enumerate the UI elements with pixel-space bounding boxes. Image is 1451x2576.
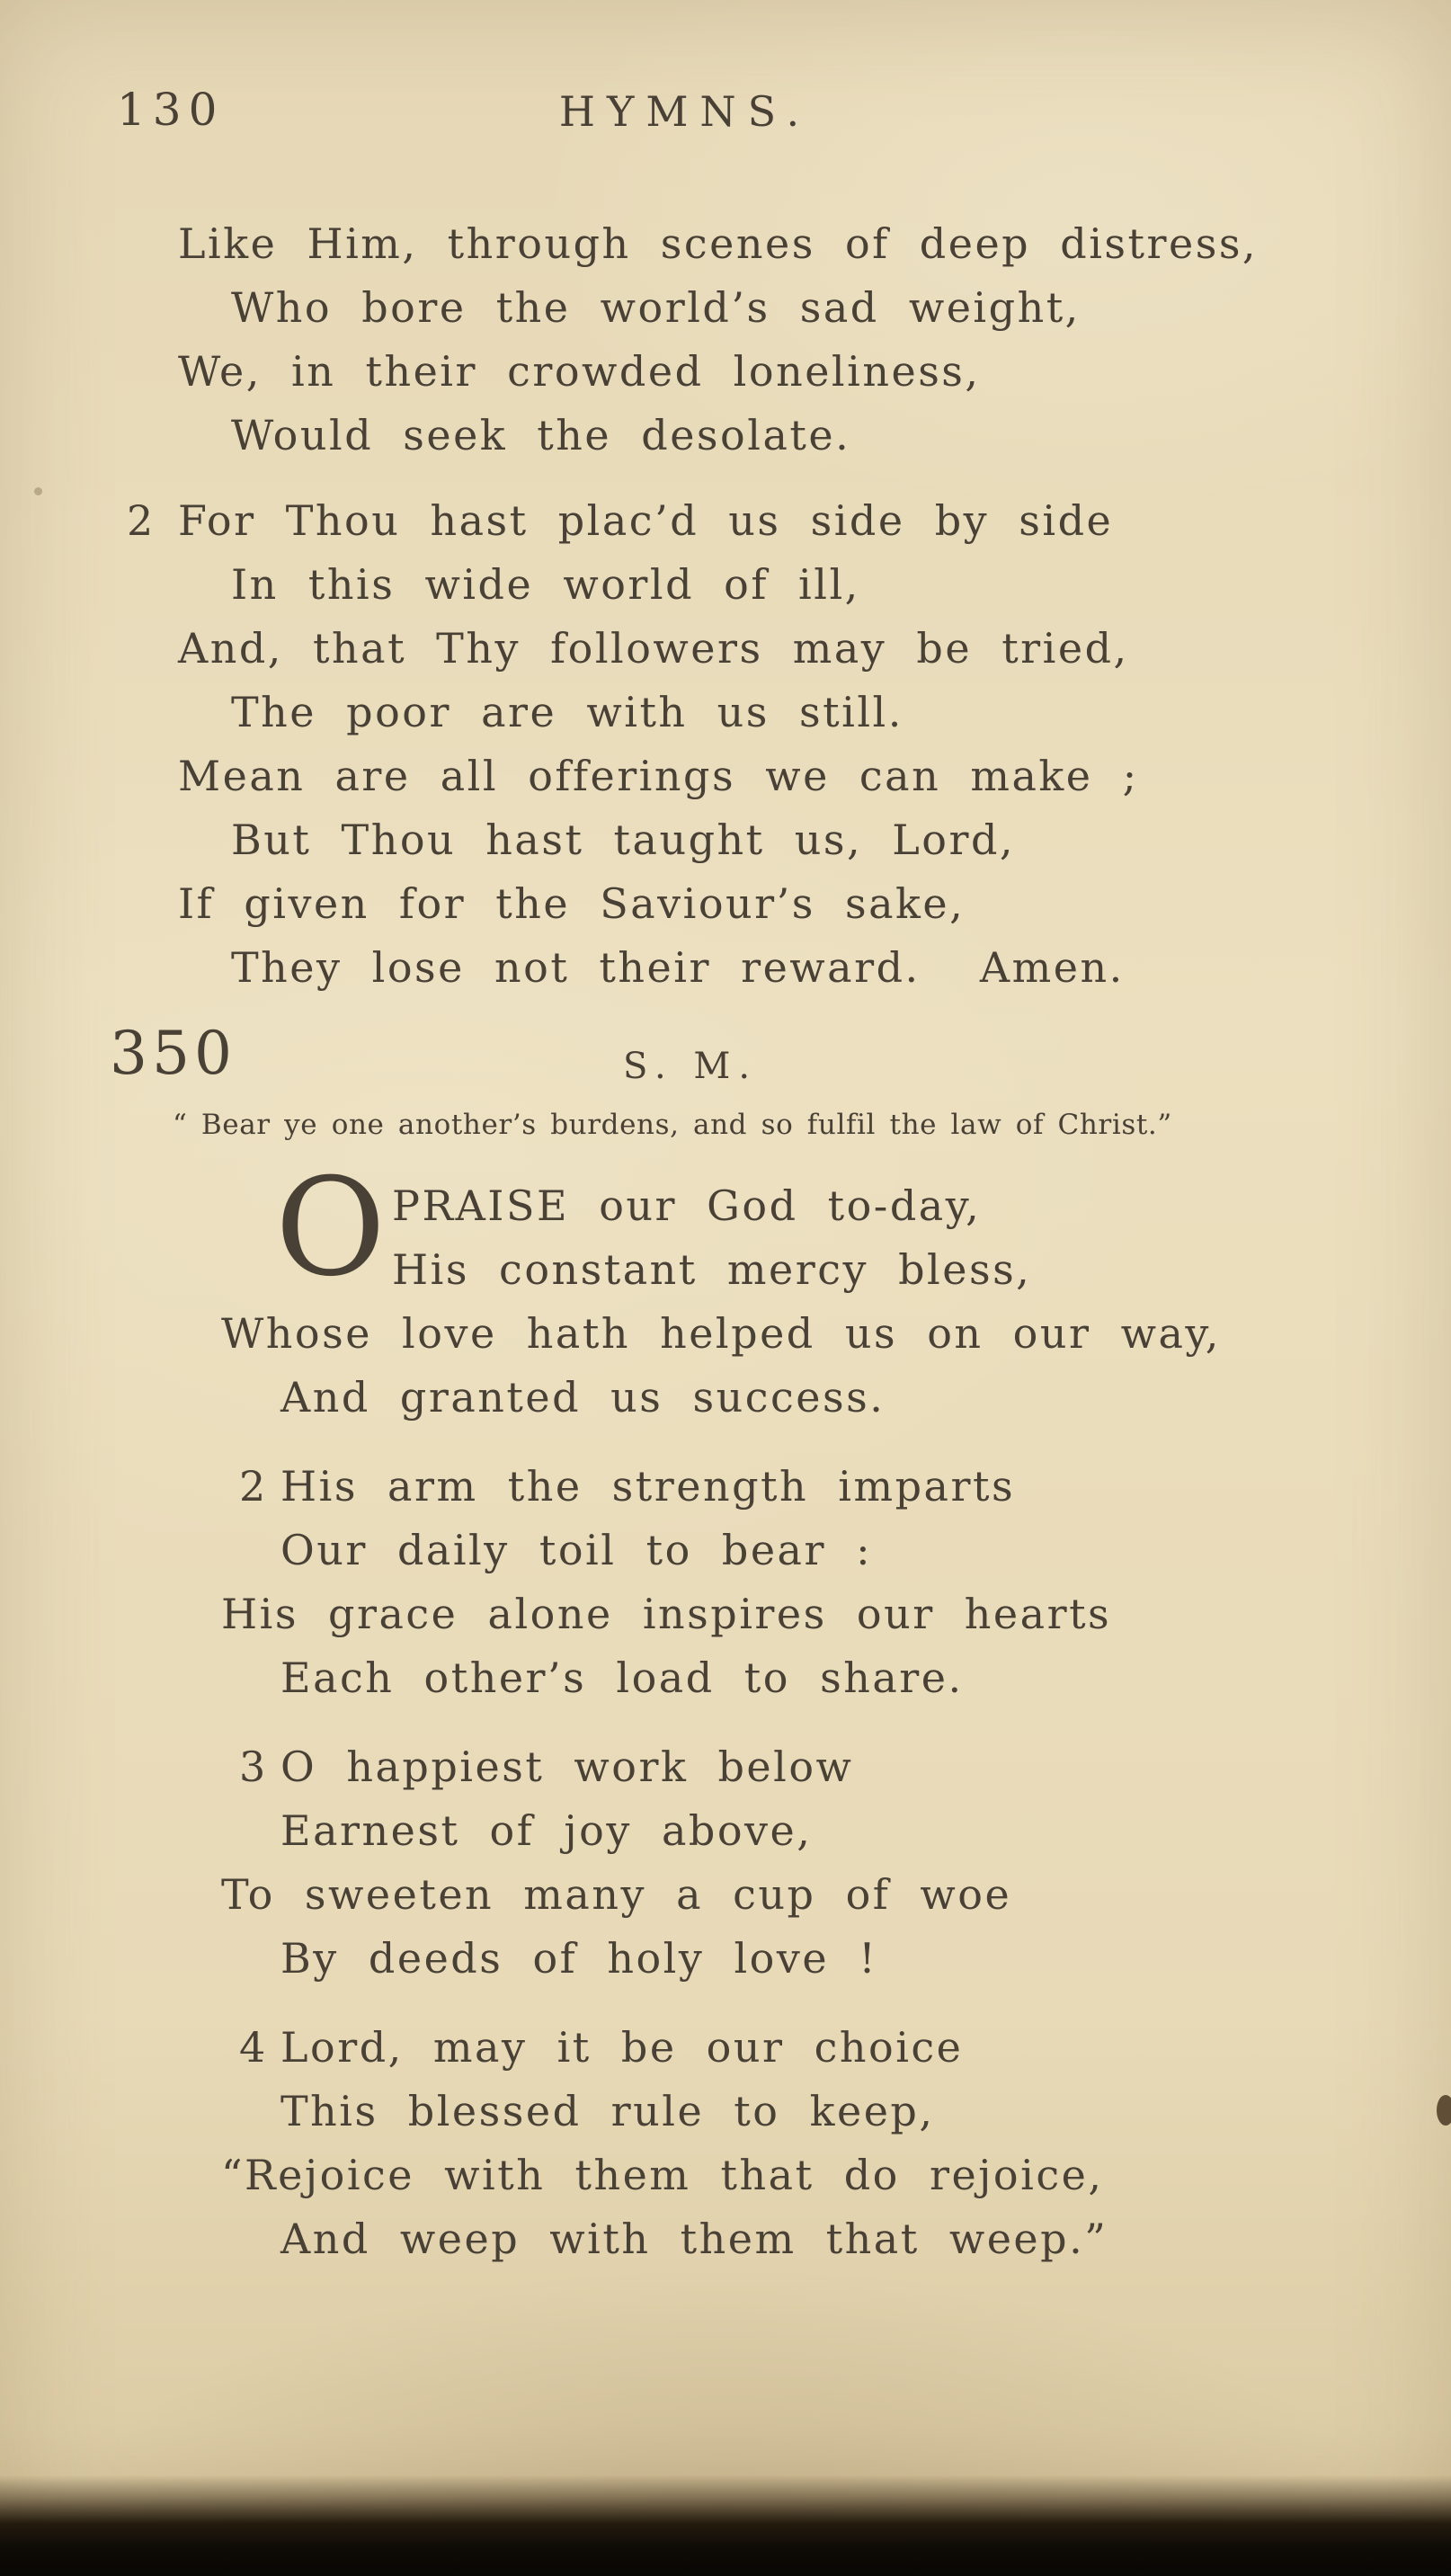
verse-line-text: And weep with them that weep.” xyxy=(280,2215,1108,2263)
verse-line xyxy=(178,212,1451,276)
verse-line-text: O happiest work below xyxy=(280,1743,854,1791)
verse-line xyxy=(231,936,1451,1000)
scan-speck xyxy=(1437,2095,1451,2126)
stanza xyxy=(0,2016,1451,2271)
verse-line-text: Mean are all offerings we can make ; xyxy=(178,752,1139,800)
verse-line-text: His arm the strength imparts xyxy=(280,1462,1016,1511)
verse-line xyxy=(231,553,1451,617)
verse-line xyxy=(231,276,1451,340)
verse-line-text: Earnest of joy above, xyxy=(280,1806,813,1855)
verse-line-text: Our daily toil to bear : xyxy=(280,1526,873,1574)
verse-line xyxy=(280,1799,1451,1863)
verse-line xyxy=(280,1519,1451,1582)
verse-line xyxy=(178,340,1451,404)
verse-line-text: But Thou hast taught us, Lord, xyxy=(231,816,1016,864)
verse-line-text: Lord, may it be our choice xyxy=(280,2023,964,2072)
verse-line xyxy=(280,1366,1451,1430)
running-head-row xyxy=(0,0,1451,212)
stanza xyxy=(0,489,1451,1000)
verse-line-text: We, in their crowded loneliness, xyxy=(178,347,981,396)
verse-line xyxy=(178,872,1451,936)
verse-line-text: They lose not their reward. Amen. xyxy=(231,943,1125,992)
verse-line-text: His grace alone inspires our hearts xyxy=(221,1590,1112,1638)
stanza-number: 4 xyxy=(239,2023,268,2072)
verse-line xyxy=(280,2080,1451,2144)
drop-cap-letter: O xyxy=(275,1150,386,1306)
hymn-350-stanzas xyxy=(0,1150,1451,2271)
verse-line-text: For Thou hast plac’d us side by side xyxy=(178,496,1114,545)
page-number: 130 xyxy=(117,84,225,136)
verse-line-text: Like Him, through scenes of deep distress, xyxy=(178,219,1259,268)
verse-line xyxy=(178,617,1451,681)
verse-line-text: Each other’s load to share. xyxy=(280,1653,964,1702)
hymn-epigraph: “ Bear ye one another’s burdens, and so fulfil the law of Christ.” xyxy=(173,1109,1172,1141)
verse-line xyxy=(280,1927,1451,1991)
verse-line-text: And, that Thy followers may be tried, xyxy=(178,624,1129,673)
verse-line-text: This blessed rule to keep, xyxy=(280,2087,935,2135)
stanza xyxy=(0,1150,1451,1430)
verse-line-text: If given for the Saviour’s sake, xyxy=(178,879,966,928)
verse-line xyxy=(231,404,1451,468)
verse-line xyxy=(392,1174,1451,1238)
verse-line xyxy=(231,808,1451,872)
stanza-number: 2 xyxy=(127,496,156,545)
verse-line xyxy=(239,1455,1451,1519)
stanza-number: 2 xyxy=(239,1462,268,1511)
stanza xyxy=(0,1455,1451,1710)
hymn-meter: S. M. xyxy=(622,1046,759,1087)
verse-line xyxy=(239,2016,1451,2080)
verse-line-text: Who bore the world’s sad weight, xyxy=(231,283,1081,332)
scan-speck xyxy=(34,487,42,495)
verse-line xyxy=(239,1735,1451,1799)
verse-line-text: And granted us success. xyxy=(280,1373,886,1422)
verse-line xyxy=(221,1863,1451,1927)
verse-line xyxy=(221,1302,1451,1366)
verse-line-text: His constant mercy bless, xyxy=(392,1245,1032,1294)
running-head: HYMNS. xyxy=(558,87,812,136)
verse-line-text: Whose love hath helped us on our way, xyxy=(221,1309,1221,1358)
verse-line-text: In this wide world of ill, xyxy=(231,560,860,609)
verse-line-text: To sweeten many a cup of woe xyxy=(221,1870,1012,1919)
verse-line xyxy=(221,2144,1451,2207)
verse-line xyxy=(231,681,1451,744)
verse-line xyxy=(221,1582,1451,1646)
verse-line xyxy=(280,2207,1451,2271)
verse-line xyxy=(178,744,1451,808)
verse-line xyxy=(392,1238,1451,1302)
stanza-number: 3 xyxy=(239,1743,268,1791)
verse-line xyxy=(280,1646,1451,1710)
scan-bottom-edge xyxy=(0,2475,1451,2576)
hymn-continuation xyxy=(0,212,1451,1000)
verse-line-text: The poor are with us still. xyxy=(231,688,904,736)
hymn-heading xyxy=(0,1021,1451,1104)
stanza xyxy=(0,212,1451,468)
verse-line-text: “Rejoice with them that do rejoice, xyxy=(221,2151,1104,2199)
hymn-number: 350 xyxy=(110,1019,236,1088)
verse-line-text: PRAISE our God to-day, xyxy=(392,1181,982,1230)
verse-line-text: Would seek the desolate. xyxy=(231,411,851,459)
verse-line xyxy=(127,489,1451,553)
stanza xyxy=(0,1735,1451,1991)
verse-line-text: By deeds of holy love ! xyxy=(280,1934,878,1983)
